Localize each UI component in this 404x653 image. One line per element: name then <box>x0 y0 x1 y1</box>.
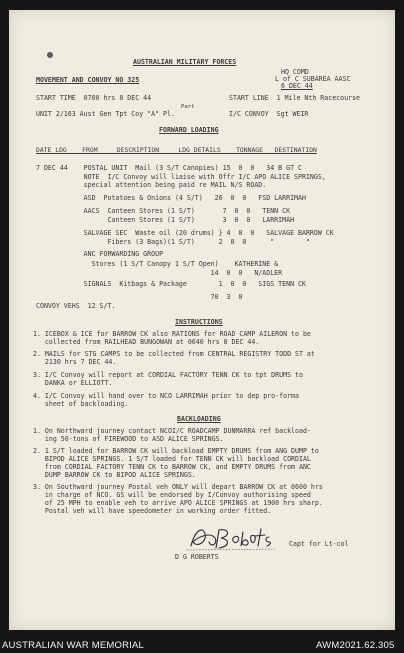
table-row: NOTE I/C Convoy will liaise with Offr I/C APO ALICE SPRINGS, <box>36 173 326 181</box>
start-time: START TIME 0700 hrs 8 DEC 44 <box>36 94 152 102</box>
handwritten-signature <box>185 524 280 552</box>
instructions-title: INSTRUCTIONS <box>175 318 223 326</box>
list-item: 2. MAILS for STG CAMPS to be collected from CENTRAL REGISTRY TODD ST at <box>33 350 315 358</box>
part-label: Part <box>181 104 195 110</box>
list-item: 2. 1 S/T loaded for BARROW CK will backload EMPTY DRUMS from ANG DUMP to <box>33 447 319 455</box>
punch-hole <box>47 52 53 58</box>
list-item: DANKA or ELLIOTT. <box>33 379 113 387</box>
hq-line-1: HQ COMD <box>281 68 309 76</box>
signature-name: D G ROBERTS <box>175 553 219 561</box>
list-item: 3. On Southward journey Postal veh ONLY will depart BARROW CK at 0600 hrs <box>33 483 323 491</box>
footer-accession-id: AWM2021.62.305 <box>316 640 395 651</box>
section-forward-loading: FORWARD LOADING <box>159 126 219 134</box>
list-item: 4. I/C Convoy will hand over to NCO LARRIMAH prior to dep pro-forma <box>33 392 299 400</box>
table-row: Stores (1 S/T Canopy 1 S/T Open) KATHERINE & <box>36 260 279 268</box>
footer-institution: AUSTRALIAN WAR MEMORIAL <box>2 640 145 651</box>
table-row: Fibers (3 Bags)(1 S/T) 2 0 0 " " <box>36 238 310 246</box>
document-page <box>9 10 395 630</box>
table-header: DATE LDG FROM DESCRIPTION LDG DETAILS TONNAGE DESTINATION <box>36 146 317 154</box>
hq-line-2: L of C SUBAREA AASC <box>275 75 351 83</box>
table-row: SALVAGE SEC Waste oil (20 drums) } 4 0 0 SALVAGE BARROW CK <box>36 229 334 237</box>
hq-date: 6 DEC 44 <box>281 82 313 90</box>
movement-number: MOVEMENT AND CONVOY NO 325 <box>36 76 140 84</box>
list-item: sheet of backloading. <box>33 400 129 408</box>
table-row: ANC FORWARDING GROUP <box>36 250 164 258</box>
list-item: 3. I/C Convoy will report at CORDIAL FACTORY TENN CK to tpt DRUMS to <box>33 371 303 379</box>
list-item: DUMP BARROW CK to BIPOD ALICE SPRINGS. <box>33 471 196 479</box>
table-row: special attention being paid re MAIL N/S ROAD. <box>36 181 267 189</box>
list-item: 1. On Northward journey contact NCOI/C ROADCAMP DUNMARRA ref backload- <box>33 427 311 435</box>
table-row: 14 0 0 N/ADLER <box>36 269 283 277</box>
table-row: AACS Canteen Stores (1 S/T) 7 0 0 TENN CK <box>36 207 291 215</box>
list-item: Postal veh will have speedometer in working order fitted. <box>33 507 272 515</box>
convoy-vehicles: CONVOY VEHS 12 S/T. <box>36 302 116 310</box>
table-row: 70 3 0 <box>36 293 243 301</box>
signature-capacity: Capt for Lt-col <box>289 540 349 548</box>
ic-convoy: I/C CONVOY Sgt WEIR <box>229 110 309 118</box>
list-item: collected from RAILHEAD BUNGOWAN at 0640 hrs 8 DEC 44. <box>33 338 260 346</box>
start-line: START LINE 1 Mile Nth Racecourse <box>229 94 361 102</box>
list-item: of 25 MPH to enable veh to arrive APO ALICE SPRINGS at 1900 hrs sharp. <box>33 499 323 507</box>
backloading-title: BACKLOADING <box>177 415 221 423</box>
table-row: ASD Potatoes & Onions (4 S/T) 26 0 0 FSD LARRIMAH <box>36 194 306 202</box>
list-item: 1. ICEBOX & ICE for BARROW CK also RATIONS for ROAD CAMP AILERON to be <box>33 330 311 338</box>
list-item: in charge of NCO. GS will be endorsed by I/Convoy authorising speed <box>33 491 311 499</box>
list-item: ing 50-tons of FIREWOOD to ASD ALICE SPRINGS. <box>33 435 224 443</box>
list-item: BIPOD ALICE SPRINGS. 1 S/T loaded for TENN CK will backload CORDIAL <box>33 455 311 463</box>
list-item: from CORDIAL FACTORY TENN CK to BARROW CK, and EMPTY DRUMS from ANC <box>33 463 311 471</box>
document-title: AUSTRALIAN MILITARY FORCES <box>133 58 237 66</box>
unit-line: UNIT 2/163 Aust Gen Tpt Coy "A" Pl. <box>36 110 175 118</box>
table-row: SIGNALS Kitbags & Package 1 0 0 SIGS TENN CK <box>36 280 306 288</box>
table-row: 7 DEC 44 POSTAL UNIT Mail (3 S/T Canopies) 15 0 0 34 B GT C <box>36 164 302 172</box>
list-item: 2130 hrs 7 DEC 44. <box>33 358 117 366</box>
table-row: Canteen Stores (1 S/T) 3 0 0 LARRIMAH <box>36 216 295 224</box>
